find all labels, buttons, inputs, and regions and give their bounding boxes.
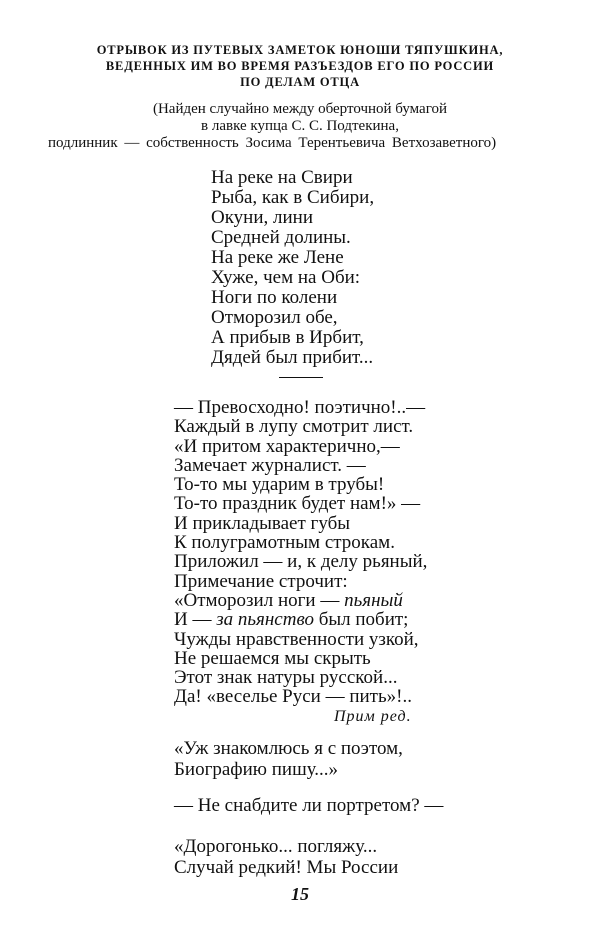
poem-line: Рыба, как в Сибири,	[211, 187, 375, 208]
title-line: ПО ДЕЛАМ ОТЦА	[240, 75, 360, 89]
verse-line: К полуграмотным строкам.	[174, 532, 395, 554]
editorial-note	[40, 101, 560, 152]
verse-line: То-то праздник будет нам!» —	[174, 493, 421, 515]
dialogue-block	[174, 738, 403, 780]
poem-line: Отморозил обе,	[211, 307, 338, 328]
verse-text: «Отморозил ноги —	[174, 589, 345, 611]
dialogue-line: «Дорогонько... погляжу...	[174, 836, 378, 857]
title-line: ОТРЫВОК ИЗ ПУТЕВЫХ ЗАМЕТОК ЮНОШИ ТЯПУШКИНА,	[96, 43, 504, 57]
dialogue-line: Случай редкий! Мы России	[174, 857, 399, 878]
section-divider	[279, 377, 323, 378]
note-line: в лавке купца С. С. Подтекина,	[201, 118, 399, 134]
note-line: подлинник — собственность Зосима Терентьевича Ветхозаветного)	[48, 135, 497, 151]
editor-note: Прим ред.	[334, 708, 412, 725]
verse-italic-text: за пьянство	[216, 609, 314, 631]
poem-line: Средней долины.	[211, 227, 351, 248]
verse-italic-text: пьяный	[344, 589, 403, 611]
verse-line: Замечает журналист. —	[174, 454, 366, 476]
poem-line: Хуже, чем на Оби:	[211, 267, 361, 288]
verse-line: Приложил — и, к делу рьяный,	[174, 551, 428, 573]
page-number: 15	[291, 884, 309, 904]
verse-line-mixed	[174, 610, 427, 629]
poem-line: А прибыв в Ирбит,	[211, 327, 364, 348]
note-line: (Найден случайно между оберточной бумагой	[152, 101, 448, 117]
dialogue-line: «Уж знакомлюсь я с поэтом,	[174, 738, 403, 759]
verse-line: Чужды нравственности узкой,	[174, 628, 419, 650]
poem-line: Ноги по колени	[211, 287, 338, 308]
verse-line: То-то мы ударим в трубы!	[174, 474, 385, 496]
verse-line: Да! «веселье Руси — пить»!..	[174, 686, 412, 708]
verse-line: Не решаемся мы скрыть	[174, 647, 371, 669]
dialogue-block	[174, 795, 443, 816]
verse-line: И прикладывает губы	[174, 512, 351, 534]
dialogue-block	[174, 836, 398, 878]
inset-poem	[211, 168, 374, 368]
verse-line: «И притом характерично,—	[174, 435, 400, 457]
poem-line: Дядей был прибит...	[211, 347, 374, 368]
verse-line: Этот знак натуры русской...	[174, 667, 398, 689]
title-line: ВЕДЕННЫХ ИМ ВО ВРЕМЯ РАЗЪЕЗДОВ ЕГО ПО РОССИИ	[105, 59, 495, 73]
verse-line: — Превосходно! поэтично!..—	[174, 397, 426, 418]
main-verse	[174, 398, 427, 707]
dialogue-line: Биографию пишу...»	[174, 759, 339, 780]
verse-line: Примечание строчит:	[174, 570, 348, 592]
chapter-title	[60, 42, 540, 90]
poem-line: На реке на Свири	[211, 167, 353, 188]
dialogue-line: — Не снабдите ли портретом? —	[174, 795, 444, 816]
poem-line: Окуни, лини	[211, 207, 314, 228]
poem-line: На реке же Лене	[211, 247, 344, 268]
verse-text: был побит;	[313, 609, 409, 631]
verse-line-mixed	[174, 591, 427, 610]
verse-line: Каждый в лупу смотрит лист.	[174, 416, 414, 438]
verse-text: И —	[174, 609, 217, 631]
